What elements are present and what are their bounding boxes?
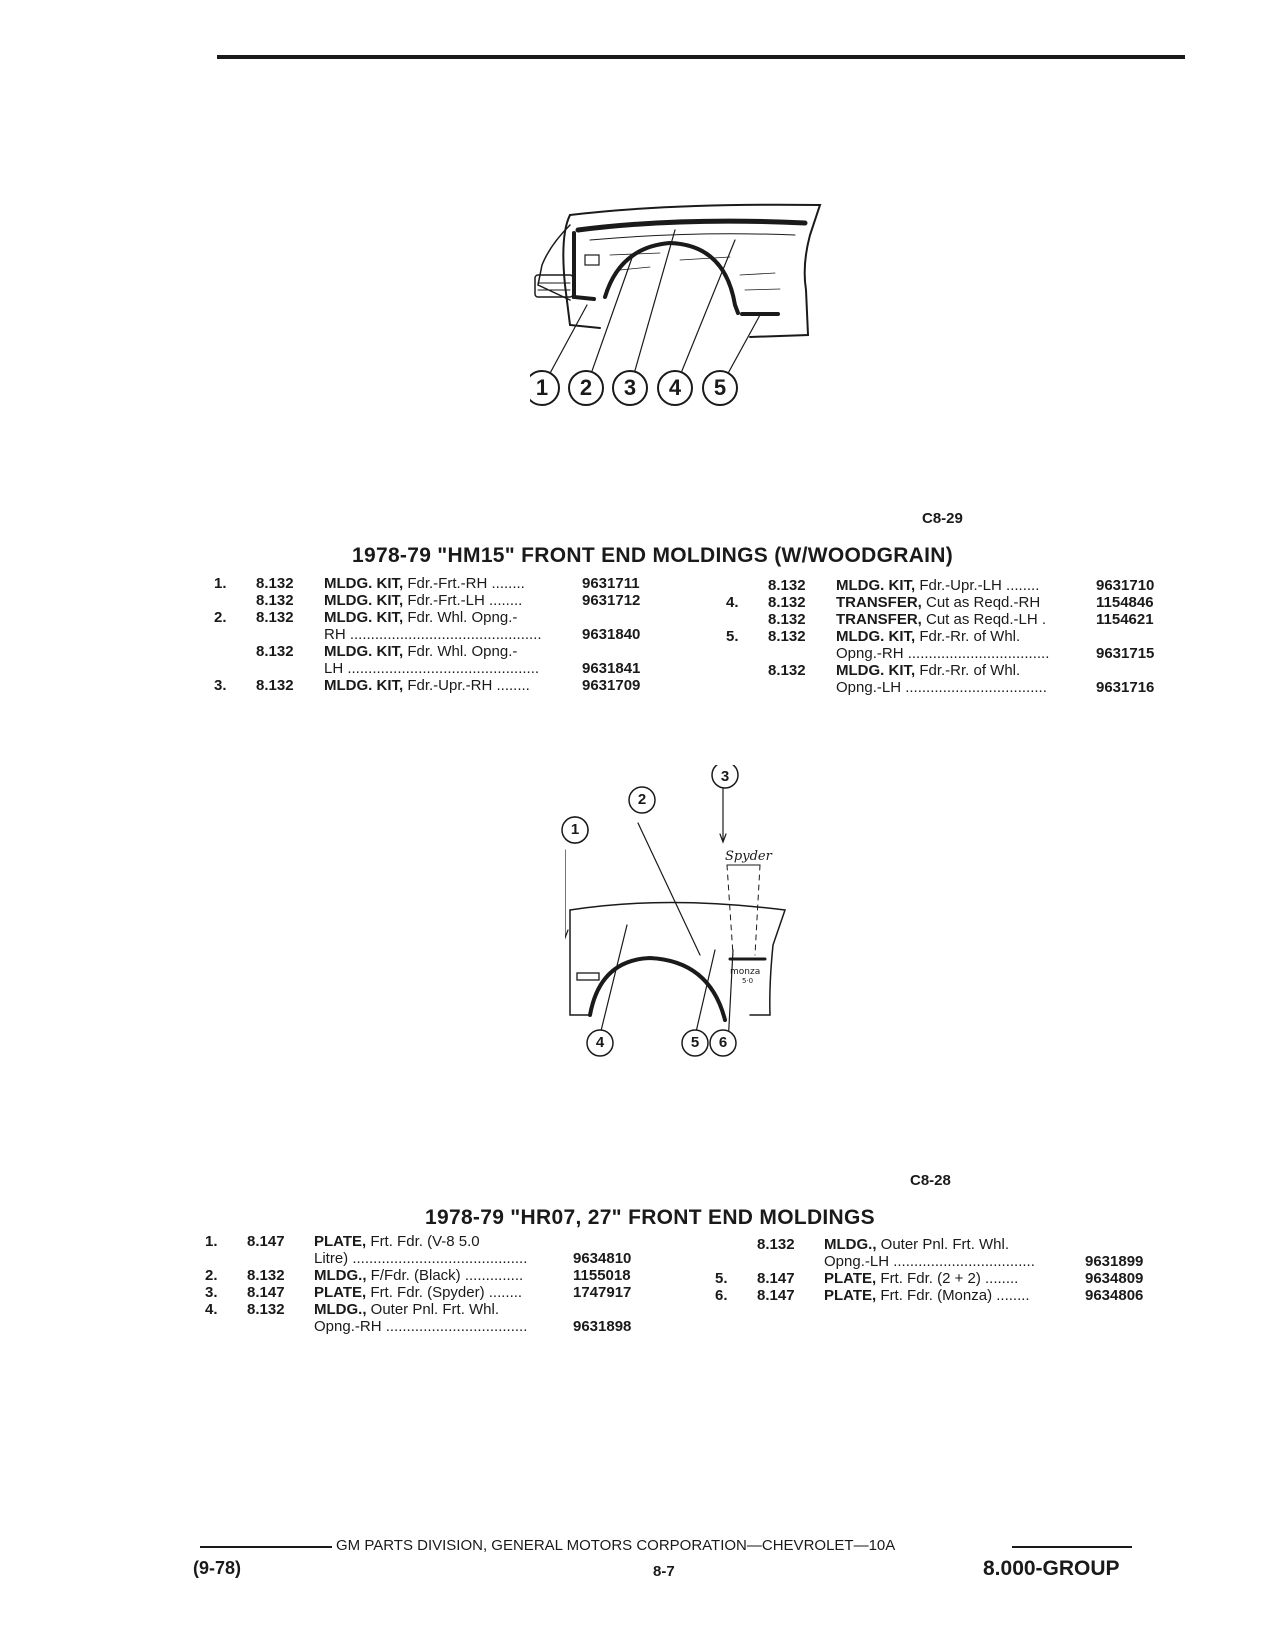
part-description [824, 1287, 1079, 1304]
part-number: 9631841 [582, 660, 641, 677]
part-number: 9631712 [582, 592, 641, 609]
footer-publisher: GM PARTS DIVISION, GENERAL MOTORS CORPORATION—CHEVROLET—10A [336, 1537, 896, 1554]
part-description [314, 1233, 567, 1250]
group-number: 8.132 [256, 575, 294, 592]
part-detail: Fdr.-Rr. of Whl. [915, 662, 1021, 679]
part-name: MLDG., [314, 1301, 367, 1318]
part-detail: Frt. Fdr. (2 + 2) ........ [876, 1270, 1019, 1287]
parts-column-left [214, 575, 664, 694]
item-number: 6. [715, 1287, 728, 1304]
part-number: 9631898 [573, 1318, 632, 1335]
part-name: MLDG. KIT, [836, 628, 916, 645]
group-number: 8.132 [256, 592, 294, 609]
part-description [324, 626, 576, 643]
part-detail: Opng.-RH .................................. [836, 645, 1050, 662]
part-number: 9634810 [573, 1250, 632, 1267]
part-description [314, 1250, 567, 1267]
item-number: 2. [214, 609, 227, 626]
part-detail: RH .............................................. [324, 626, 542, 643]
parts-row [726, 577, 1176, 594]
part-description [824, 1253, 1079, 1270]
group-number: 8.132 [768, 611, 806, 628]
group-number: 8.147 [247, 1284, 285, 1301]
part-description [314, 1301, 567, 1318]
parts-row [715, 1236, 1165, 1253]
part-description [836, 594, 1090, 611]
part-number: 9631840 [582, 626, 641, 643]
svg-text:Spyder: Spyder [725, 849, 772, 864]
part-description [824, 1270, 1079, 1287]
part-description [836, 611, 1090, 628]
part-name: MLDG. KIT, [324, 677, 404, 694]
item-number: 1. [214, 575, 227, 592]
part-name: TRANSFER, [836, 611, 922, 628]
item-number: 2. [205, 1267, 218, 1284]
part-description [324, 575, 576, 592]
part-description [324, 643, 576, 660]
callout-label: 5 [690, 1034, 700, 1051]
part-detail: Fdr. Whl. Opng.- [403, 643, 518, 660]
parts-row [214, 575, 664, 592]
parts-row [214, 609, 664, 626]
part-description [836, 679, 1090, 696]
parts-row [214, 626, 664, 643]
svg-text:monza: monza [730, 967, 761, 977]
group-number: 8.147 [757, 1287, 795, 1304]
part-detail: Fdr.-Rr. of Whl. [915, 628, 1021, 645]
group-number: 8.147 [757, 1270, 795, 1287]
section-title: 1978-79 "HR07, 27" FRONT END MOLDINGS [425, 1206, 875, 1229]
parts-row [726, 662, 1176, 679]
part-description [314, 1267, 567, 1284]
fender-illustration-hm15 [530, 195, 840, 435]
part-name: MLDG., [824, 1236, 877, 1253]
item-number: 4. [726, 594, 739, 611]
parts-row [726, 679, 1176, 696]
part-description [324, 609, 576, 626]
part-name: PLATE, [824, 1270, 877, 1287]
part-number: 1154621 [1096, 611, 1154, 628]
part-detail: Fdr.-Frt.-LH ........ [403, 592, 523, 609]
part-detail: Frt. Fdr. (Monza) ........ [876, 1287, 1030, 1304]
part-description [324, 592, 576, 609]
group-number: 8.132 [247, 1267, 285, 1284]
item-number: 1. [205, 1233, 218, 1250]
part-detail: Fdr.-Upr.-LH ........ [915, 577, 1040, 594]
part-detail: Opng.-LH .................................. [836, 679, 1047, 696]
callout-label: 2 [579, 375, 593, 400]
parts-row [214, 677, 664, 694]
part-detail: F/Fdr. (Black) .............. [366, 1267, 524, 1284]
part-description [836, 662, 1090, 679]
part-number: 9634809 [1085, 1270, 1144, 1287]
part-name: PLATE, [824, 1287, 877, 1304]
item-number: 5. [715, 1270, 728, 1287]
part-number: 9631899 [1085, 1253, 1144, 1270]
part-detail: LH .............................................. [324, 660, 540, 677]
parts-column-left [205, 1233, 655, 1335]
parts-row [205, 1284, 655, 1301]
part-number: 1154846 [1096, 594, 1154, 611]
parts-row [205, 1301, 655, 1318]
footer-rule-left [200, 1546, 332, 1548]
part-detail: Frt. Fdr. (V-8 5.0 [366, 1233, 480, 1250]
part-name: MLDG. KIT, [836, 662, 916, 679]
parts-column-right [715, 1236, 1165, 1304]
parts-row [205, 1233, 655, 1250]
parts-row [726, 594, 1176, 611]
parts-row [726, 611, 1176, 628]
callout-label: 6 [718, 1034, 728, 1051]
parts-row [715, 1287, 1165, 1304]
part-detail: Fdr. Whl. Opng.- [403, 609, 518, 626]
part-detail: Frt. Fdr. (Spyder) ........ [366, 1284, 523, 1301]
part-description [324, 660, 576, 677]
callout-label: 1 [570, 821, 580, 838]
parts-row [214, 592, 664, 609]
figure-code: C8-28 [910, 1172, 951, 1189]
part-detail: Outer Pnl. Frt. Whl. [366, 1301, 500, 1318]
group-number: 8.132 [256, 677, 294, 694]
item-number: 3. [205, 1284, 218, 1301]
footer-date: (9-78) [193, 1558, 242, 1578]
part-number: 1155018 [573, 1267, 631, 1284]
parts-row [205, 1267, 655, 1284]
part-detail: Outer Pnl. Frt. Whl. [876, 1236, 1010, 1253]
parts-row [715, 1253, 1165, 1270]
callout-label: 2 [637, 791, 647, 808]
group-number: 8.132 [768, 628, 806, 645]
part-name: MLDG. KIT, [836, 577, 916, 594]
parts-row [715, 1270, 1165, 1287]
part-name: MLDG. KIT, [324, 609, 404, 626]
part-description [836, 577, 1090, 594]
callout-label: 3 [623, 375, 637, 400]
part-description [324, 677, 576, 694]
part-name: MLDG., [314, 1267, 367, 1284]
part-number: 9631709 [582, 677, 641, 694]
callout-label: 3 [720, 768, 730, 785]
part-number: 9631711 [582, 575, 640, 592]
part-detail: Fdr.-Upr.-RH ........ [403, 677, 530, 694]
group-number: 8.132 [768, 662, 806, 679]
parts-row [726, 645, 1176, 662]
parts-row [214, 660, 664, 677]
part-description [836, 645, 1090, 662]
callout-label: 1 [535, 375, 549, 400]
part-description [836, 628, 1090, 645]
part-name: MLDG. KIT, [324, 575, 404, 592]
part-name: TRANSFER, [836, 594, 922, 611]
callout-label: 5 [713, 375, 727, 400]
item-number: 4. [205, 1301, 218, 1318]
group-number: 8.132 [256, 609, 294, 626]
fender-illustration-hr07 [565, 768, 795, 1115]
page-number: 8-7 [653, 1563, 675, 1580]
part-detail: Fdr.-Frt.-RH ........ [403, 575, 525, 592]
top-rule [217, 55, 1185, 59]
parts-row [726, 628, 1176, 645]
part-name: PLATE, [314, 1284, 367, 1301]
part-number: 9634806 [1085, 1287, 1144, 1304]
section-title: 1978-79 "HM15" FRONT END MOLDINGS (W/WOODGRAIN) [352, 544, 954, 567]
parts-row [205, 1318, 655, 1335]
group-number: 8.147 [247, 1233, 285, 1250]
item-number: 3. [214, 677, 227, 694]
part-number: 1747917 [573, 1284, 632, 1301]
part-number: 9631716 [1096, 679, 1155, 696]
svg-text:5·0: 5·0 [742, 977, 754, 985]
group-number: 8.132 [247, 1301, 285, 1318]
part-description [314, 1284, 567, 1301]
part-description [314, 1318, 567, 1335]
part-detail: Opng.-RH .................................. [314, 1318, 528, 1335]
parts-row [214, 643, 664, 660]
part-detail: Litre) .......................................... [314, 1250, 528, 1267]
part-number: 9631715 [1096, 645, 1155, 662]
part-name: MLDG. KIT, [324, 592, 404, 609]
footer-group: 8.000-GROUP [983, 1557, 1120, 1580]
part-name: PLATE, [314, 1233, 367, 1250]
callout-label: 4 [595, 1034, 605, 1051]
part-description [824, 1236, 1079, 1253]
group-number: 8.132 [757, 1236, 795, 1253]
part-detail: Cut as Reqd.-RH [921, 594, 1041, 611]
part-number: 9631710 [1096, 577, 1155, 594]
group-number: 8.132 [768, 577, 806, 594]
item-number: 5. [726, 628, 739, 645]
parts-column-right [726, 577, 1176, 696]
group-number: 8.132 [256, 643, 294, 660]
figure-code: C8-29 [922, 510, 963, 527]
part-detail: Opng.-LH .................................. [824, 1253, 1035, 1270]
parts-row [205, 1250, 655, 1267]
part-name: MLDG. KIT, [324, 643, 404, 660]
callout-label: 4 [668, 375, 682, 400]
group-number: 8.132 [768, 594, 806, 611]
part-detail: Cut as Reqd.-LH . [921, 611, 1047, 628]
footer-rule-right [1012, 1546, 1132, 1548]
